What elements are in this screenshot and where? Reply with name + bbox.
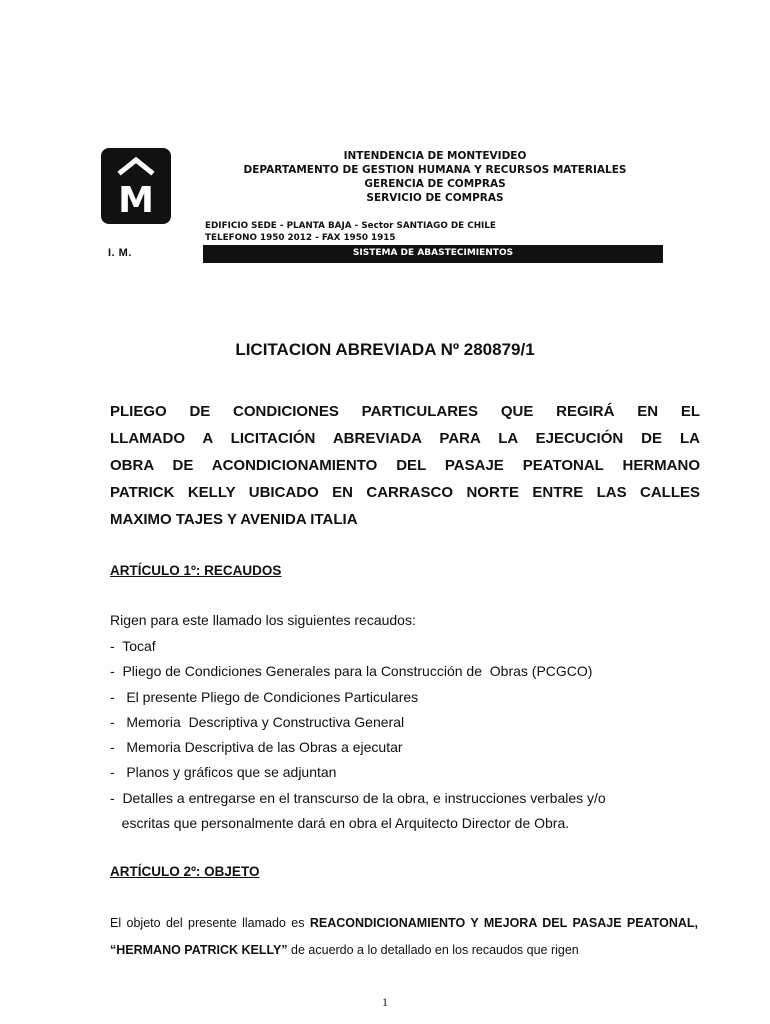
logo-letter: M xyxy=(118,180,154,221)
article-2-paragraph xyxy=(110,910,698,964)
pliego-line: LLAMADO A LICITACIÓN ABREVIADA PARA LA EJECUCIÓN DE LA xyxy=(110,430,700,447)
header-line-4: SERVICIO DE COMPRAS xyxy=(366,192,504,204)
list-item: - Memoria Descriptiva y Constructiva General xyxy=(110,713,405,730)
pliego-line: PATRICK KELLY UBICADO EN CARRASCO NORTE ENTRE LAS CALLES xyxy=(110,484,700,501)
article-2-bold: REACONDICIONAMIENTO Y MEJORA DEL PASAJE PEATONAL, “HERMANO PATRICK KELLY” xyxy=(110,916,699,957)
list-item: - El presente Pliego de Condiciones Particulares xyxy=(110,688,419,705)
article-2-text: El objeto del presente llamado es xyxy=(110,916,310,930)
document-title: LICITACION ABREVIADA Nº 280879/1 xyxy=(235,340,535,359)
page-number: 1 xyxy=(382,995,388,1009)
header-line-1: INTENDENCIA DE MONTEVIDEO xyxy=(343,150,527,162)
header-line-2: DEPARTAMENTO DE GESTION HUMANA Y RECURSOS MATERIALES xyxy=(243,164,627,176)
pliego-line: MAXIMO TAJES Y AVENIDA ITALIA xyxy=(110,511,358,528)
pliego-line: OBRA DE ACONDICIONAMIENTO DEL PASAJE PEATONAL HERMANO xyxy=(110,457,700,474)
article-2-text: de acuerdo a lo detallado en los recaudos que rigen xyxy=(287,943,579,957)
list-item: - Memoria Descriptiva de las Obras a ejecutar xyxy=(110,739,403,756)
list-item: - Detalles a entregarse en el transcurso de la obra, e instrucciones verbales y/o xyxy=(110,789,606,806)
header-line-3: GERENCIA DE COMPRAS xyxy=(364,178,506,190)
im-logo xyxy=(101,148,171,224)
article-1-heading: ARTÍCULO 1º: RECAUDOS xyxy=(110,563,282,578)
im-logo-icon xyxy=(101,148,171,224)
list-item: escritas que personalmente dará en obra el Arquitecto Director de Obra. xyxy=(110,815,570,832)
address-line: EDIFICIO SEDE - PLANTA BAJA - Sector SANTIAGO DE CHILE xyxy=(205,221,496,231)
list-item: - Pliego de Condiciones Generales para la Construcción de Obras (PCGCO) xyxy=(110,663,593,680)
article-1-intro: Rigen para este llamado los siguientes recaudos: xyxy=(110,612,416,628)
article-2-heading: ARTÍCULO 2º: OBJETO xyxy=(110,864,260,879)
system-bar: SISTEMA DE ABASTECIMIENTOS xyxy=(203,245,663,263)
pliego-paragraph xyxy=(110,398,700,533)
list-item: - Planos y gráficos que se adjuntan xyxy=(110,764,337,781)
phone-line: TELEFONO 1950 2012 - FAX 1950 1915 xyxy=(205,233,396,243)
recaudos-list xyxy=(110,634,606,836)
pliego-line: PLIEGO DE CONDICIONES PARTICULARES QUE REGIRÁ EN EL xyxy=(110,403,700,420)
logo-label: I. M. xyxy=(108,247,132,259)
list-item: - Tocaf xyxy=(110,638,156,654)
